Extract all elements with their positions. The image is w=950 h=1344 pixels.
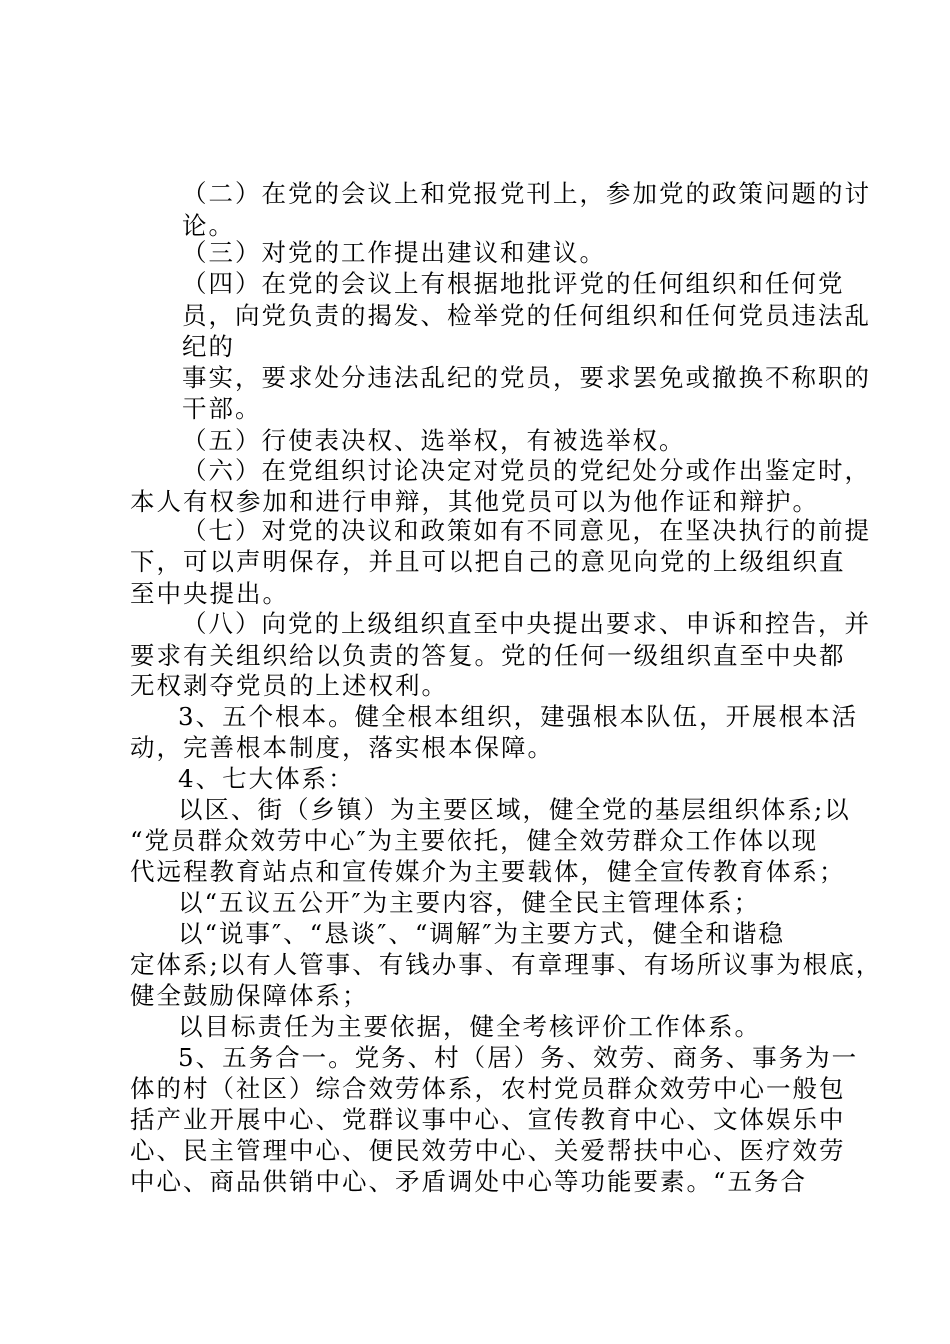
- text-line: （五）行使表决权、选举权，有被选举权。: [182, 426, 686, 455]
- text-line: 4、七大体系：: [178, 764, 355, 793]
- text-line: 论。: [182, 211, 235, 240]
- text-line: 要求有关组织给以负责的答复。党的任何一级组织直至中央都: [130, 641, 846, 670]
- text-line: （二）在党的会议上和党报党刊上，参加党的政策问题的讨: [182, 179, 871, 208]
- text-line: 至中央提出。: [130, 579, 289, 608]
- text-line: 以“五议五公开″为主要内容，健全民主管理体系；: [178, 888, 761, 917]
- text-line: 3、五个根本。健全根本组织，建强根本队伍，开展根本活: [178, 702, 859, 731]
- text-line: （六）在党组织讨论决定对党员的党纪处分或作出鉴定时，: [182, 456, 871, 485]
- text-line: 体的村（社区）综合效劳体系，农村党员群众效劳中心一般包: [130, 1074, 846, 1103]
- text-line: “党员群众效劳中心″为主要依托，健全效劳群众工作体以现: [130, 826, 819, 855]
- text-line: 中心、商品供销中心、矛盾调处中心等功能要素。“五务合: [130, 1167, 808, 1196]
- text-line: 以区、街（乡镇）为主要区域，健全党的基层组织体系;以: [178, 795, 851, 824]
- text-line: （八）向党的上级组织直至中央提出要求、申诉和控告，并: [182, 609, 871, 638]
- text-line: 以“说事″、“恳谈″、“调解″为主要方式，健全和谐稳: [178, 919, 786, 948]
- text-line: 无权剥夺党员的上述权利。: [130, 671, 448, 700]
- text-line: 以目标责任为主要依据，健全考核评价工作体系。: [178, 1012, 761, 1041]
- text-line: 5、五务合一。党务、村（居）务、效劳、商务、事务为一: [178, 1043, 859, 1072]
- text-line: 动，完善根本制度，落实根本保障。: [130, 733, 554, 762]
- text-line: （四）在党的会议上有根据地批评党的任何组织和任何党: [182, 269, 845, 298]
- text-line: 纪的: [182, 332, 235, 361]
- text-line: 括产业开展中心、党群议事中心、宣传教育中心、文体娱乐中: [130, 1105, 846, 1134]
- text-line: （七）对党的决议和政策如有不同意见，在坚决执行的前提: [182, 516, 871, 545]
- text-line: 定体系;以有人管事、有钱办事、有章理事、有场所议事为根底，: [130, 950, 883, 979]
- text-line: 事实，要求处分违法乱纪的党员，要求罢免或撤换不称职的: [182, 363, 871, 392]
- text-line: 代远程教育站点和宣传媒介为主要载体，健全宣传教育体系；: [130, 857, 846, 886]
- text-line: 员，向党负责的揭发、检举党的任何组织和任何党员违法乱: [182, 301, 871, 330]
- text-line: 健全鼓励保障体系；: [130, 981, 369, 1010]
- text-line: 下，可以声明保存，并且可以把自己的意见向党的上级组织直: [130, 547, 846, 576]
- text-line: 本人有权参加和进行申辩，其他党员可以为他作证和辩护。: [130, 487, 819, 516]
- text-line: （三）对党的工作提出建议和建议。: [182, 238, 606, 267]
- text-line: 心、民主管理中心、便民效劳中心、关爱帮扶中心、医疗效劳: [130, 1136, 846, 1165]
- text-line: 干部。: [182, 394, 262, 423]
